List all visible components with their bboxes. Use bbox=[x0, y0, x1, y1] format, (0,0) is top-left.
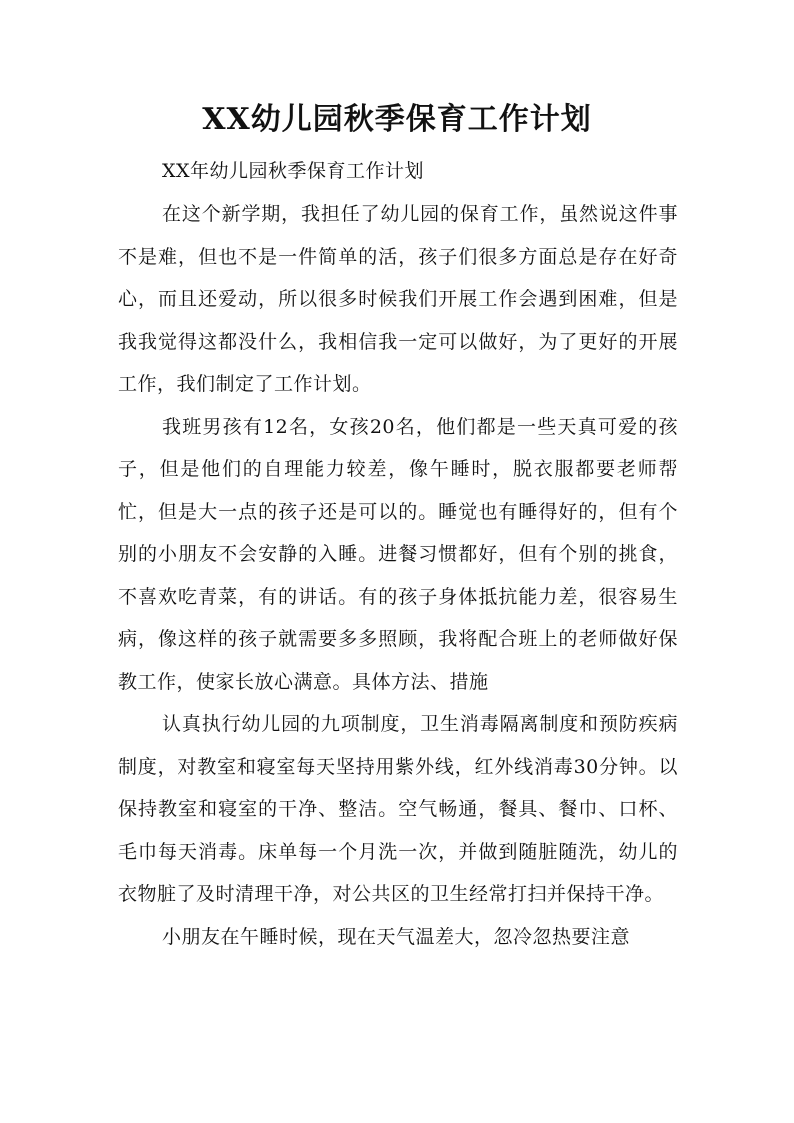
paragraph-nap: 小朋友在午睡时候，现在天气温差大，忽冷忽热要注意 bbox=[162, 925, 631, 948]
paragraph-hygiene: 认真执行幼儿园的九项制度，卫生消毒隔离制度和预防疾病制度，对教室和寝室每天坚持用紫外线，红外线消毒30分钟。以保持教室和寝室的干净、整洁。空气畅通，餐具、餐巾、口杯、毛巾每天消毒。床单每一个月洗一次，并做到随脏随洗，幼儿的衣物脏了及时清理干净，对公共区的卫生经常打扫并保持干净。 bbox=[118, 713, 678, 905]
paragraph-intro: 在这个新学期，我担任了幼儿园的保育工作，虽然说这件事不是难，但也不是一件简单的活，孩子们很多方面总是存在好奇心，而且还爱动，所以很多时候我们开展工作会遇到困难，但是我我觉得这都没什么，我相信我一定可以做好，为了更好的开展工作，我们制定了工作计划。 bbox=[118, 203, 678, 395]
document-body bbox=[118, 150, 678, 958]
document-subtitle: XX年幼儿园秋季保育工作计划 bbox=[162, 160, 425, 182]
paragraph-class-situation: 我班男孩有12名，女孩20名，他们都是一些天真可爱的孩子，但是他们的自理能力较差，像午睡时，脱衣服都要老师帮忙，但是大一点的孩子还是可以的。睡觉也有睡得好的，但有个别的小朋友不会安静的入睡。进餐习惯都好，但有个别的挑食，不喜欢吃青菜，有的讲话。有的孩子身体抵抗能力差，很容易生病，像这样的孩子就需要多多照顾，我将配合班上的老师做好保教工作，使家长放心满意。具体方法、措施 bbox=[118, 415, 678, 693]
document-title: XX幼儿园秋季保育工作计划 bbox=[202, 102, 592, 137]
